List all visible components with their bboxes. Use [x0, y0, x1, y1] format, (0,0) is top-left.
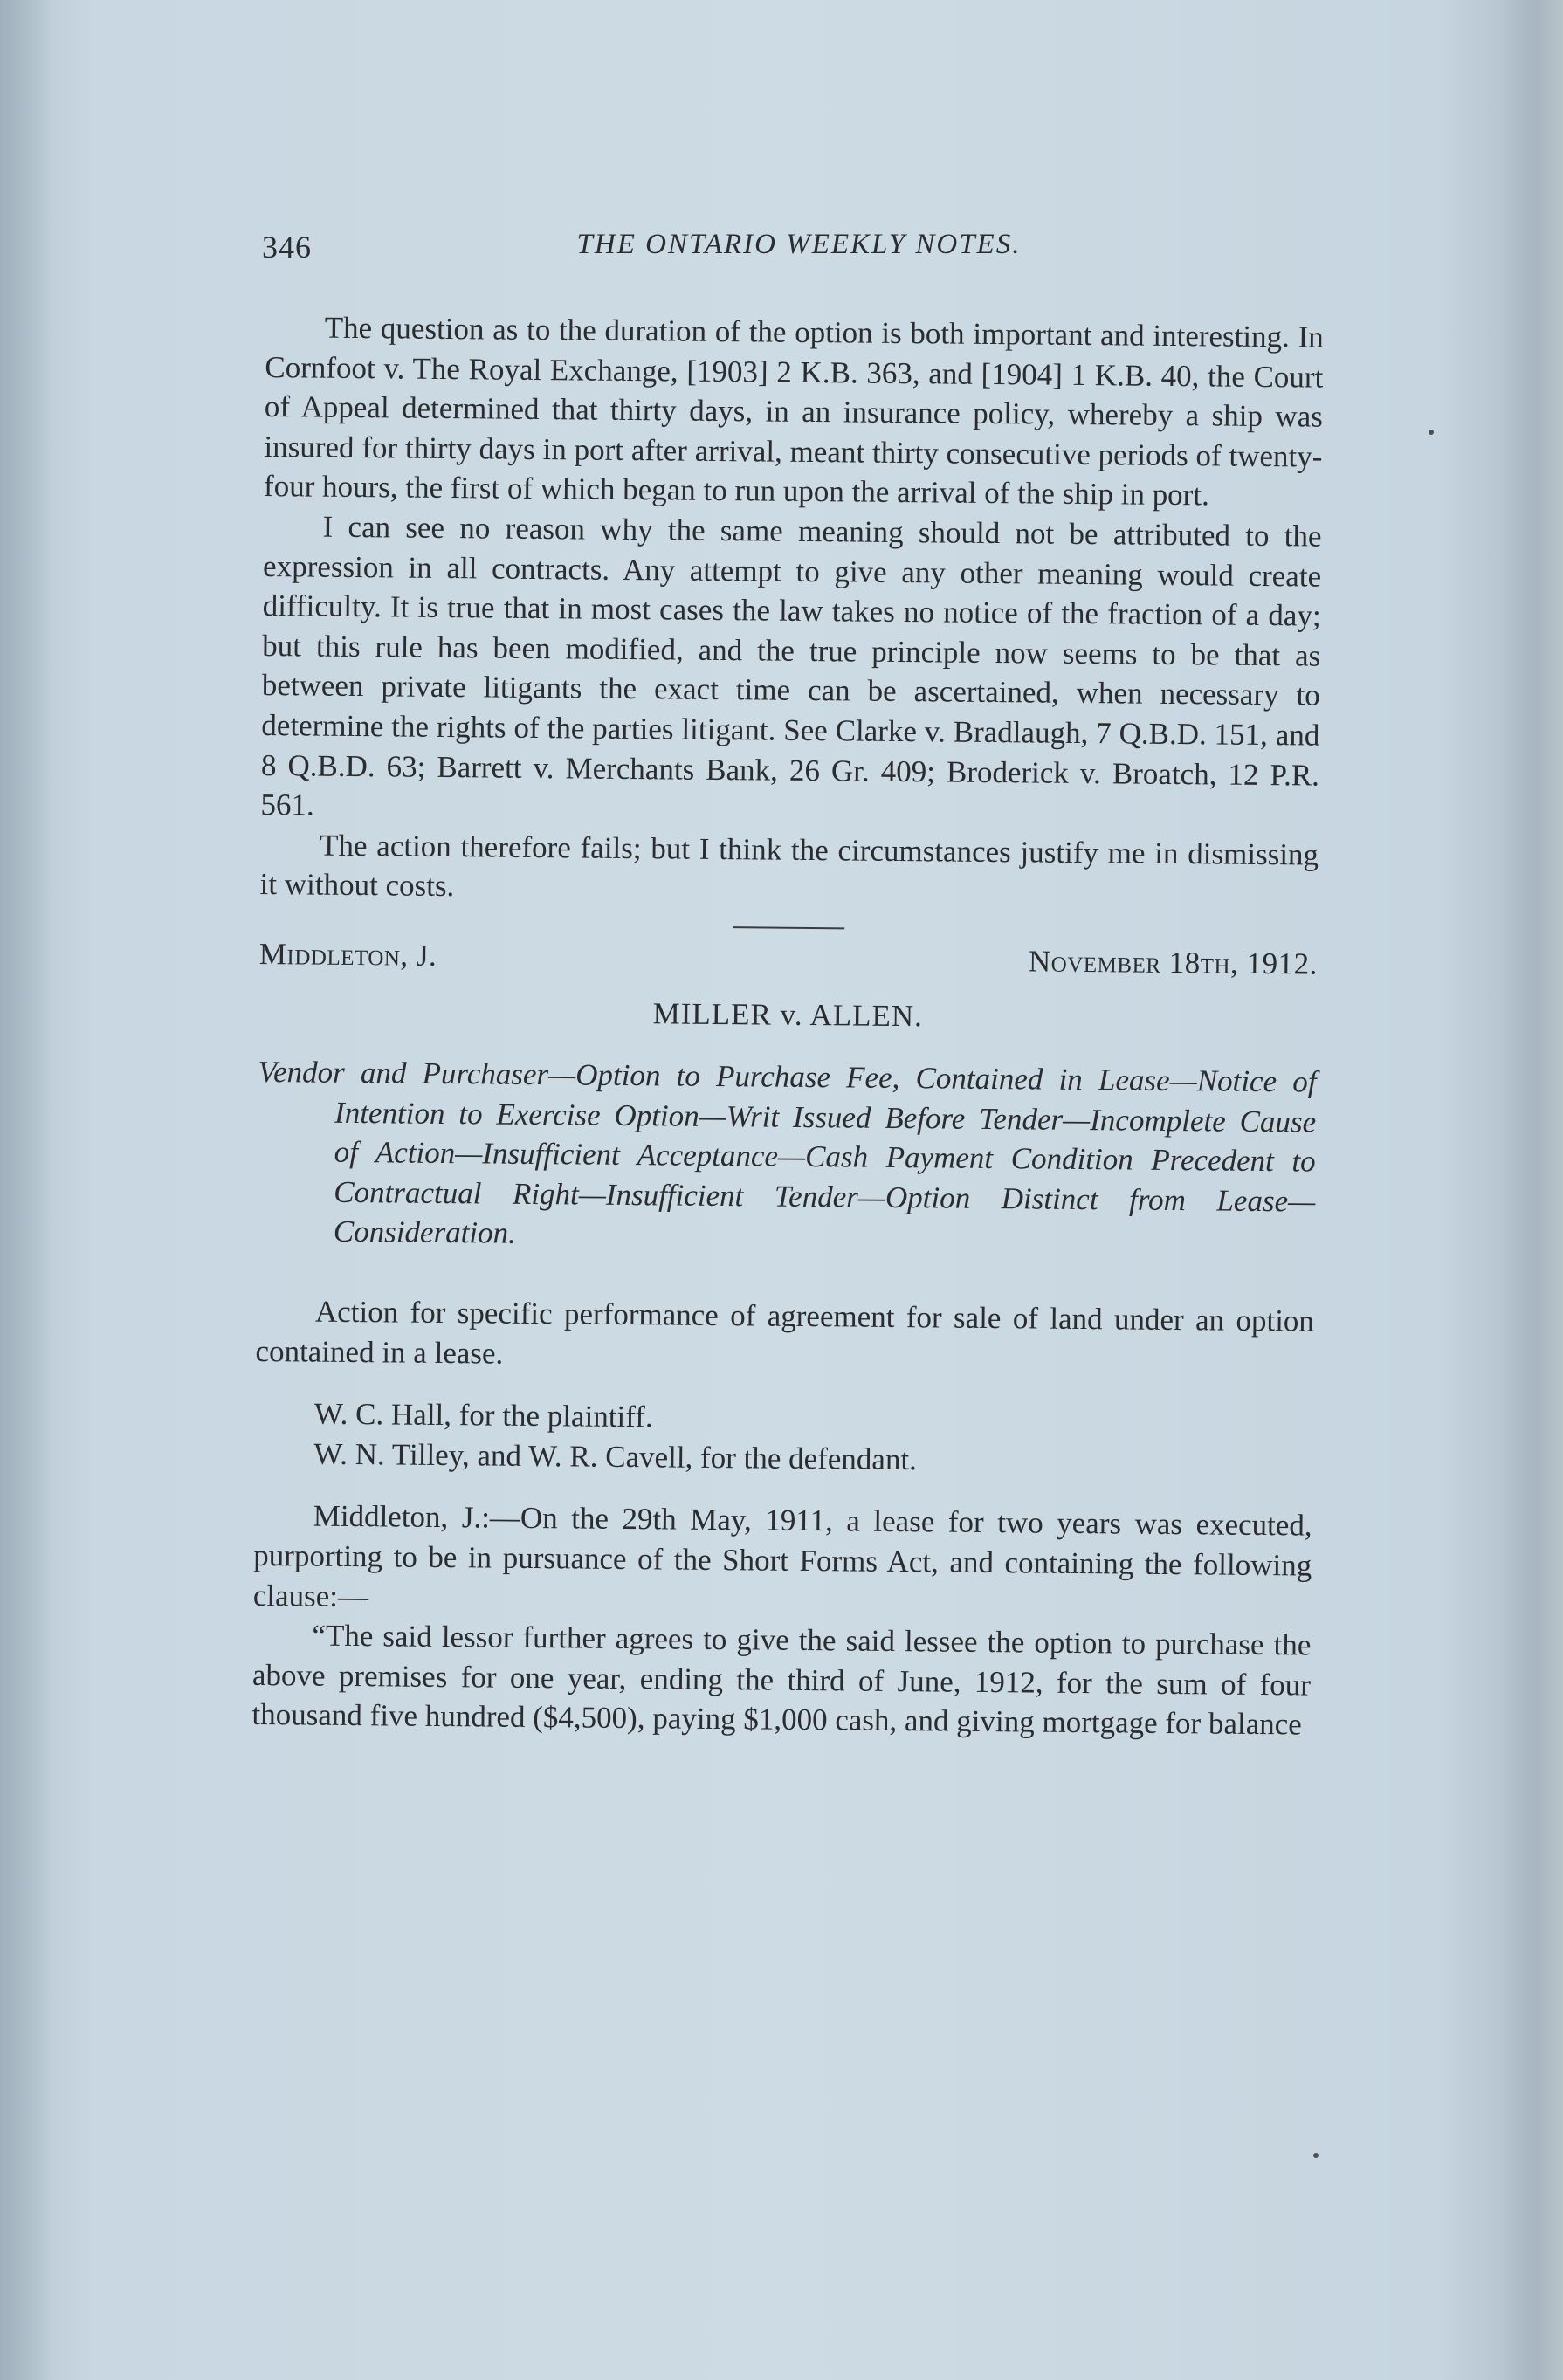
- counsel-defendant: W. N. Tilley, and W. R. Cavell, for the defendant.: [313, 1436, 918, 1477]
- paragraph-action-fails: The action therefore fails; but I think the circumstances justify me in dismissing it without costs.: [259, 828, 1319, 904]
- ink-speck: [1313, 2153, 1319, 2158]
- paragraph-duration-of-option: The question as to the duration of the option is both important and interesting. In Cornfoot v. The Royal Exchange, [1903] 2 K.B. 363, and [1904] 1 K.B. 40, the Court of Appeal determined that thirty days, in an insurance policy, whereby a ship was insured for thirty days in port after arrival, meant thirty consecutive periods of twenty-four hours, the first of which began to run upon the arrival of the ship in port.: [263, 310, 1324, 512]
- page-number: 346: [262, 230, 312, 265]
- page-shadow-left: [0, 0, 52, 2380]
- page-body: [251, 307, 1324, 1745]
- section-divider: [733, 926, 844, 929]
- case-title: MILLER v. ALLEN.: [652, 995, 924, 1033]
- counsel-plaintiff: W. C. Hall, for the plaintiff.: [313, 1396, 653, 1434]
- lease-clause-quote: “The said lessor further agrees to give the said lessee the option to purchase the above premises for one year, ending the third of June, 1912, for the sum of four thousand five hundred ($4,500), paying $1,000 cash, and giving mortgage for balance: [251, 1618, 1312, 1742]
- running-title: THE ONTARIO WEEKLY NOTES.: [576, 229, 1022, 260]
- action-description: Action for specific performance of agreement for sale of land under an option contained in a lease.: [255, 1294, 1315, 1371]
- headnote: Vendor and Purchaser—Option to Purchase Fee, Contained in Lease—Notice of Intention to Exercise Option—Writ Issued Before Tender—Incomplete Cause of Action—Insufficient Acceptance—Cash Payment Condition Precedent to Contractual Right—Insufficient Tender—Option Distinct from Lease—Consideration.: [258, 1055, 1317, 1251]
- ink-speck: [1429, 430, 1434, 435]
- judge-name: Middleton, J.: [258, 936, 437, 973]
- page-shadow-right: [1502, 0, 1563, 2380]
- paragraph-same-meaning: I can see no reason why the same meaning should not be attributed to the expression in all contracts. Any attempt to give any other meaning would create difficulty. It is true that in most cases the law takes no notice of the fraction of a day; but this rule has been modified, and the true principle now seems to be that as between private litigants the exact time can be ascertained, when necessary to determine the rights of the parties litigant. See Clarke v. Bradlaugh, 7 Q.B.D. 151, and 8 Q.B.D. 63; Barrett v. Merchants Bank, 26 Gr. 409; Broderick v. Broatch, 12 P.R. 561.: [260, 509, 1322, 822]
- page-header: [262, 229, 1336, 281]
- judgment-byline: [259, 934, 1318, 984]
- judgment-intro: Middleton, J.:—On the 29th May, 1911, a lease for two years was executed, purporting to be in pursuance of the Short Forms Act, and containing the following clause:—: [252, 1499, 1312, 1613]
- judgment-date: November 18th, 1912.: [1028, 944, 1319, 981]
